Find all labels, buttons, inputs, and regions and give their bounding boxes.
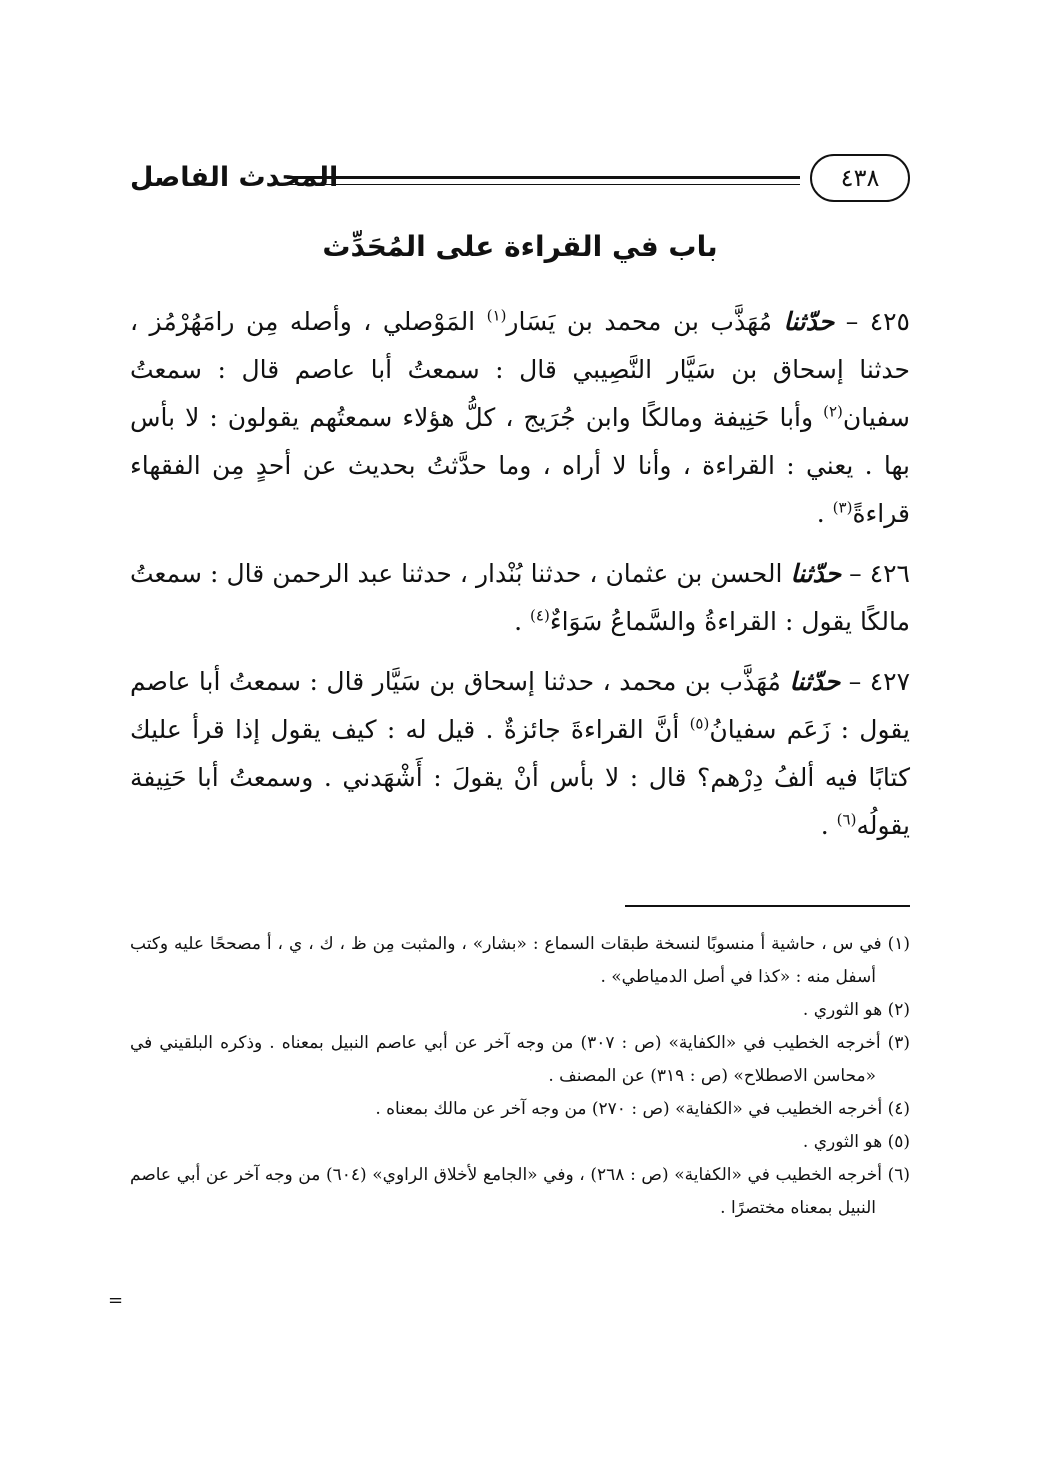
- paragraph-text: أنَّ القراءةَ جائزةٌ . قيل له : كيف يقول إذا قرأ عليك كتابًا فيه ألفُ دِرْهم؟ قال : لا بأس أنْ يقولَ : أَشْهَدني . وسمعتُ أبا حَنِيفة يقولُه: [130, 715, 910, 840]
- footnote-separator: [625, 905, 910, 907]
- hadith-number: ٤٢٦ –: [849, 559, 910, 588]
- footnote: (١) في س ، حاشية أ منسوبًا لنسخة طبقات السماع : «بشار» ، والمثبت مِن ظ ، ك ، ي ، أ مصححًا عليه وكتب أسفل منه : «كذا في أصل الدمياطي» .: [130, 934, 910, 987]
- hadith-paragraph: [130, 658, 910, 850]
- footnote: (٤) أخرجه الخطيب في «الكفاية» (ص : ٢٧٠) من وجه آخر عن مالك بمعناه .: [375, 1099, 910, 1119]
- footnote-ref: (٤): [530, 606, 550, 625]
- chapter-title: باب في القراءة على المُحَدِّث: [322, 230, 718, 263]
- header-rule-thin: [287, 184, 800, 185]
- footnote: (٦) أخرجه الخطيب في «الكفاية» (ص : ٢٦٨) ، وفي «الجامع لأخلاق الراوي» (٦٠٤) من وجه آخر عن أبي عاصم النبيل بمعناه مختصرًا .: [130, 1165, 910, 1218]
- main-text: [130, 298, 910, 862]
- footnote: (٥) هو الثوري .: [802, 1132, 910, 1152]
- hadith-number: ٤٢٥ –: [845, 307, 910, 336]
- footnote-ref: (٦): [836, 810, 857, 829]
- paragraph-text: الحسن بن عثمان ، حدثنا بُنْدار ، حدثنا عبد الرحمن قال : سمعتُ مالكًا يقول : القراءةُ والسَّماعُ سَوَاءٌ: [130, 559, 910, 636]
- paragraph-text: .: [816, 499, 825, 528]
- footnote-ref: (٥): [689, 714, 710, 733]
- footnote: (٢) هو الثوري .: [802, 1000, 910, 1020]
- paragraph-text: .: [820, 811, 829, 840]
- narration-keyword: حدّثنا: [790, 559, 842, 588]
- hadith-paragraph: [130, 550, 910, 646]
- paragraph-text: وأبا حَنِيفة ومالكًا وابن جُرَيج ، كلُّ هؤلاء سمعتُهم يقولون : لا بأس بها . يعني : القراءة ، وأنا لا أراه ، وما حدَّثتُ بحديث عن أحدٍ مِن الفقهاء قراءةً: [130, 403, 910, 528]
- narration-keyword: حدّثنا: [783, 307, 835, 336]
- footnote-ref: (٢): [823, 402, 843, 421]
- narration-keyword: حدّثنا: [789, 667, 841, 696]
- footnote: (٣) أخرجه الخطيب في «الكفاية» (ص : ٣٠٧) من وجه آخر عن أبي عاصم النبيل بمعناه . وذكره البلقيني في «محاسن الاصطلاح» (ص : ٣١٩) عن المصنف .: [130, 1033, 911, 1086]
- header-rule-thick: [287, 176, 800, 179]
- book-title: المحدث الفاصل: [130, 162, 339, 193]
- paragraph-text: مُهَذَّب بن محمد ، حدثنا إسحاق بن سَيَّار قال : سمعتُ أبا عاصم يقول : زَعَم سفيانُ: [130, 667, 910, 744]
- paragraph-text: المَوْصلي ، وأصله مِن رامَهُرْمُز ، حدثنا إسحاق بن سَيَّار النَّصِيبي قال : سمعتُ أبا عاصم قال : سمعتُ سفيان: [130, 307, 911, 432]
- footnote-ref: (١): [486, 306, 507, 325]
- hadith-paragraph: [130, 298, 910, 538]
- footnote-ref: (٣): [832, 498, 853, 517]
- footnotes: [130, 928, 910, 1225]
- page-number: ٤٣٨: [840, 164, 880, 192]
- running-header: [130, 150, 910, 212]
- paragraph-text: مُهَذَّب بن محمد بن يَسَار: [506, 307, 772, 336]
- page-number-badge: [810, 154, 910, 202]
- paragraph-text: .: [514, 607, 523, 636]
- continuation-mark: =: [108, 1290, 124, 1311]
- hadith-number: ٤٢٧ –: [848, 667, 911, 696]
